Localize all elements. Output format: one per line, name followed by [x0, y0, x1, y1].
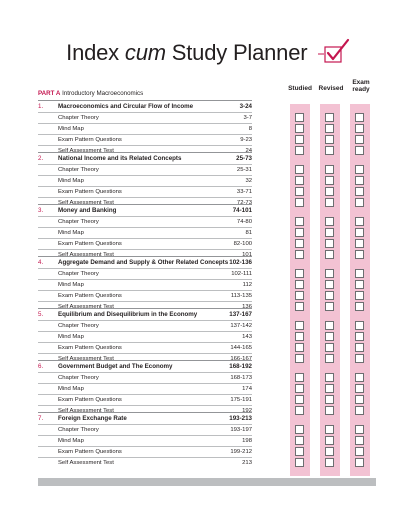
item-label: Self Assessment Test: [58, 199, 114, 206]
studied-column: [290, 104, 310, 476]
item-pages: 113-135: [230, 292, 252, 299]
studied-checkbox[interactable]: [295, 291, 304, 300]
item-pages: 24: [245, 147, 252, 154]
list-item: [58, 186, 252, 197]
item-pages: 101: [242, 251, 252, 258]
item-label: Exam Pattern Questions: [58, 292, 122, 299]
studied-checkbox[interactable]: [295, 447, 304, 456]
revised-checkbox[interactable]: [325, 187, 334, 196]
list-item: [58, 457, 252, 468]
exam-ready-checkbox[interactable]: [355, 124, 364, 133]
revised-column: [320, 104, 340, 476]
list-item: [58, 290, 252, 301]
item-pages: 102-111: [231, 270, 252, 277]
item-label: Mind Map: [58, 229, 84, 236]
revised-checkbox[interactable]: [325, 217, 334, 226]
item-label: Chapter Theory: [58, 218, 99, 225]
exam-ready-checkbox[interactable]: [355, 187, 364, 196]
item-pages: 143: [242, 333, 252, 340]
section-title: Foreign Exchange Rate: [58, 415, 127, 422]
list-item: [58, 435, 252, 446]
exam-ready-line-2: ready: [352, 85, 370, 93]
studied-checkbox[interactable]: [295, 384, 304, 393]
revised-checkbox[interactable]: [325, 135, 334, 144]
item-label: Self Assessment Test: [58, 459, 114, 466]
item-label: Chapter Theory: [58, 270, 99, 277]
exam-ready-checkbox[interactable]: [355, 135, 364, 144]
section-pages: 137-167: [229, 311, 252, 318]
list-item: [58, 320, 252, 331]
revised-checkbox[interactable]: [325, 447, 334, 456]
exam-ready-checkbox[interactable]: [355, 239, 364, 248]
title-part-main: Index: [66, 40, 125, 65]
item-pages: 213: [242, 459, 252, 466]
item-pages: 192: [242, 407, 252, 414]
column-header-exam-ready: [346, 80, 376, 93]
revised-checkbox[interactable]: [325, 302, 334, 311]
list-item: [58, 134, 252, 145]
exam-ready-checkbox[interactable]: [355, 228, 364, 237]
item-label: Chapter Theory: [58, 322, 99, 329]
revised-checkbox[interactable]: [325, 198, 334, 207]
item-pages: 8: [248, 125, 252, 132]
list-item: [58, 424, 252, 435]
section-number: 4.: [38, 259, 44, 266]
item-label: Self Assessment Test: [58, 355, 114, 362]
item-pages: 25-31: [236, 166, 252, 173]
list-item: [58, 175, 252, 186]
item-label: Mind Map: [58, 125, 84, 132]
revised-checkbox[interactable]: [325, 321, 334, 330]
item-label: Mind Map: [58, 385, 84, 392]
studied-checkbox[interactable]: [295, 302, 304, 311]
part-heading: [38, 90, 143, 97]
item-label: Mind Map: [58, 333, 84, 340]
exam-ready-checkbox[interactable]: [355, 447, 364, 456]
checkmark-box-icon: [318, 38, 350, 64]
revised-checkbox[interactable]: [325, 458, 334, 467]
item-label: Exam Pattern Questions: [58, 344, 122, 351]
section-title: Equilibrium and Disequilibrium in the Economy: [58, 311, 198, 318]
exam-ready-checkbox[interactable]: [355, 291, 364, 300]
studied-checkbox[interactable]: [295, 406, 304, 415]
item-label: Self Assessment Test: [58, 147, 114, 154]
item-label: Self Assessment Test: [58, 407, 114, 414]
exam-ready-checkbox[interactable]: [355, 176, 364, 185]
section-pages: 102-136: [229, 259, 252, 266]
item-pages: 168-173: [230, 374, 252, 381]
section-number: 3.: [38, 207, 44, 214]
exam-ready-checkbox[interactable]: [355, 280, 364, 289]
item-label: Mind Map: [58, 177, 84, 184]
revised-checkbox[interactable]: [325, 373, 334, 382]
revised-checkbox[interactable]: [325, 250, 334, 259]
studied-checkbox[interactable]: [295, 436, 304, 445]
list-item: [58, 112, 252, 123]
section-number: 2.: [38, 155, 44, 162]
studied-checkbox[interactable]: [295, 124, 304, 133]
exam-ready-column: [350, 104, 370, 476]
revised-checkbox[interactable]: [325, 343, 334, 352]
column-header-studied: Studied: [288, 85, 312, 92]
exam-ready-checkbox[interactable]: [355, 269, 364, 278]
revised-checkbox[interactable]: [325, 146, 334, 155]
revised-checkbox[interactable]: [325, 436, 334, 445]
exam-ready-checkbox[interactable]: [355, 332, 364, 341]
studied-checkbox[interactable]: [295, 165, 304, 174]
exam-ready-checkbox[interactable]: [355, 373, 364, 382]
exam-ready-checkbox[interactable]: [355, 146, 364, 155]
item-label: Chapter Theory: [58, 374, 99, 381]
item-pages: 33-71: [236, 188, 252, 195]
section-pages: 193-213: [229, 415, 252, 422]
item-pages: 166-167: [230, 355, 252, 362]
studied-checkbox[interactable]: [295, 354, 304, 363]
studied-checkbox[interactable]: [295, 343, 304, 352]
list-item: [58, 238, 252, 249]
revised-checkbox[interactable]: [325, 291, 334, 300]
item-pages: 136: [242, 303, 252, 310]
exam-ready-line-1: Exam: [352, 79, 370, 86]
section-pages: 74-101: [232, 207, 252, 214]
item-label: Chapter Theory: [58, 166, 99, 173]
item-pages: 198: [242, 437, 252, 444]
studied-checkbox[interactable]: [295, 146, 304, 155]
revised-checkbox[interactable]: [325, 239, 334, 248]
list-item: [58, 279, 252, 290]
revised-checkbox[interactable]: [325, 395, 334, 404]
list-item: [58, 123, 252, 134]
item-label: Chapter Theory: [58, 114, 99, 121]
section-title: Macroeconomics and Circular Flow of Income: [58, 103, 194, 110]
page-title: [66, 40, 307, 66]
studied-checkbox[interactable]: [295, 269, 304, 278]
section-row: [38, 257, 252, 268]
item-label: Exam Pattern Questions: [58, 136, 122, 143]
section-number: 6.: [38, 363, 44, 370]
item-pages: 9-23: [240, 136, 252, 143]
studied-checkbox[interactable]: [295, 187, 304, 196]
item-pages: 82-100: [233, 240, 252, 247]
title-part-cum: cum: [124, 40, 166, 65]
list-item: [58, 331, 252, 342]
exam-ready-checkbox[interactable]: [355, 406, 364, 415]
item-pages: 174: [242, 385, 252, 392]
section-title: Government Budget and The Economy: [58, 363, 173, 370]
studied-checkbox[interactable]: [295, 135, 304, 144]
studied-checkbox[interactable]: [295, 458, 304, 467]
list-item: [58, 164, 252, 175]
section-title: National Income and its Related Concepts: [58, 155, 182, 162]
exam-ready-checkbox[interactable]: [355, 198, 364, 207]
title-part-rest: Study Planner: [165, 40, 308, 65]
revised-checkbox[interactable]: [325, 269, 334, 278]
exam-ready-checkbox[interactable]: [355, 343, 364, 352]
list-item: [58, 216, 252, 227]
revised-checkbox[interactable]: [325, 176, 334, 185]
revised-checkbox[interactable]: [325, 384, 334, 393]
section-row: [38, 413, 252, 424]
section-pages: 25-73: [236, 155, 252, 162]
studied-checkbox[interactable]: [295, 321, 304, 330]
item-pages: 193-197: [230, 426, 252, 433]
revised-checkbox[interactable]: [325, 280, 334, 289]
list-item: [58, 268, 252, 279]
studied-checkbox[interactable]: [295, 198, 304, 207]
studied-checkbox[interactable]: [295, 332, 304, 341]
revised-checkbox[interactable]: [325, 228, 334, 237]
revised-checkbox[interactable]: [325, 332, 334, 341]
section-number: 1.: [38, 103, 44, 110]
list-item: [58, 372, 252, 383]
item-label: Chapter Theory: [58, 426, 99, 433]
item-label: Exam Pattern Questions: [58, 448, 122, 455]
list-item: [58, 394, 252, 405]
bottom-bar: [38, 478, 376, 486]
revised-checkbox[interactable]: [325, 406, 334, 415]
list-item: [58, 446, 252, 457]
section-pages: 168-192: [229, 363, 252, 370]
section-title: Aggregate Demand and Supply & Other Related Concepts: [58, 259, 229, 266]
item-pages: 72-73: [236, 199, 252, 206]
page-header: [0, 40, 416, 66]
studied-checkbox[interactable]: [295, 280, 304, 289]
section-number: 5.: [38, 311, 44, 318]
revised-checkbox[interactable]: [325, 165, 334, 174]
exam-ready-checkbox[interactable]: [355, 458, 364, 467]
item-pages: 32: [245, 177, 252, 184]
item-label: Self Assessment Test: [58, 303, 114, 310]
exam-ready-checkbox[interactable]: [355, 436, 364, 445]
list-item: [58, 342, 252, 353]
exam-ready-checkbox[interactable]: [355, 425, 364, 434]
item-pages: 81: [245, 229, 252, 236]
item-pages: 137-142: [230, 322, 252, 329]
item-pages: 74-80: [236, 218, 252, 225]
item-pages: 112: [242, 281, 252, 288]
studied-checkbox[interactable]: [295, 239, 304, 248]
exam-ready-checkbox[interactable]: [355, 321, 364, 330]
part-name: Introductory Macroeconomics: [62, 90, 144, 97]
exam-ready-checkbox[interactable]: [355, 395, 364, 404]
section-row: [38, 309, 252, 320]
studied-checkbox[interactable]: [295, 425, 304, 434]
section-row: [38, 153, 252, 164]
studied-checkbox[interactable]: [295, 395, 304, 404]
item-pages: 175-191: [230, 396, 252, 403]
exam-ready-checkbox[interactable]: [355, 302, 364, 311]
studied-checkbox[interactable]: [295, 217, 304, 226]
column-header-revised: Revised: [318, 85, 344, 92]
studied-checkbox[interactable]: [295, 113, 304, 122]
exam-ready-checkbox[interactable]: [355, 250, 364, 259]
revised-checkbox[interactable]: [325, 124, 334, 133]
item-label: Exam Pattern Questions: [58, 188, 122, 195]
studied-checkbox[interactable]: [295, 176, 304, 185]
item-label: Self Assessment Test: [58, 251, 114, 258]
section-row: [38, 101, 252, 112]
item-pages: 3-7: [243, 114, 252, 121]
studied-checkbox[interactable]: [295, 373, 304, 382]
item-label: Exam Pattern Questions: [58, 396, 122, 403]
section-number: 7.: [38, 415, 44, 422]
revised-checkbox[interactable]: [325, 354, 334, 363]
studied-checkbox[interactable]: [295, 250, 304, 259]
exam-ready-checkbox[interactable]: [355, 113, 364, 122]
revised-checkbox[interactable]: [325, 425, 334, 434]
section-row: [38, 361, 252, 372]
section-row: [38, 205, 252, 216]
revised-checkbox[interactable]: [325, 113, 334, 122]
item-pages: 144-165: [230, 344, 252, 351]
list-item: [58, 383, 252, 394]
item-label: Mind Map: [58, 281, 84, 288]
exam-ready-checkbox[interactable]: [355, 384, 364, 393]
section-pages: 3-24: [239, 103, 252, 110]
part-label: PART A: [38, 90, 61, 97]
item-pages: 199-212: [230, 448, 252, 455]
exam-ready-checkbox[interactable]: [355, 165, 364, 174]
exam-ready-checkbox[interactable]: [355, 354, 364, 363]
studied-checkbox[interactable]: [295, 228, 304, 237]
item-label: Exam Pattern Questions: [58, 240, 122, 247]
item-label: Mind Map: [58, 437, 84, 444]
exam-ready-checkbox[interactable]: [355, 217, 364, 226]
list-item: [58, 227, 252, 238]
section-title: Money and Banking: [58, 207, 117, 214]
